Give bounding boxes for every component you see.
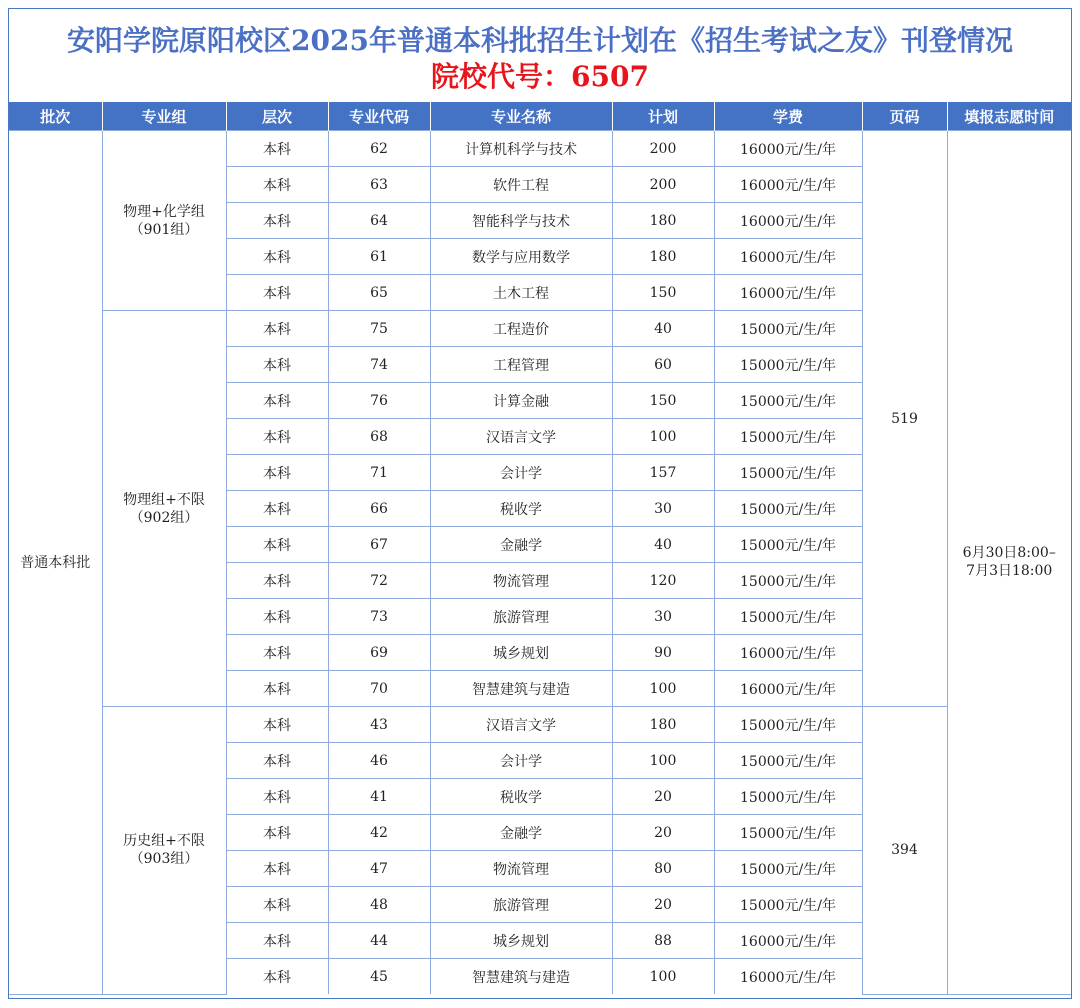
fee-cell: 16000元/生/年: [714, 167, 862, 203]
plan-cell: 30: [612, 599, 714, 635]
fee-cell: 15000元/生/年: [714, 419, 862, 455]
group-cell: [102, 311, 226, 707]
major-cell: 税收学: [430, 491, 612, 527]
level-cell: 本科: [226, 203, 328, 239]
group-name-line1: 历史组+不限: [123, 833, 205, 850]
page-number-cell: 394: [862, 707, 947, 995]
plan-cell: 100: [612, 671, 714, 707]
title-block: [9, 9, 1071, 101]
group-name-line1: 物理+化学组: [123, 203, 205, 220]
fee-cell: 15000元/生/年: [714, 383, 862, 419]
level-cell: 本科: [226, 599, 328, 635]
plan-cell: 30: [612, 491, 714, 527]
group-cell: [102, 707, 226, 995]
major-cell: 旅游管理: [430, 887, 612, 923]
col-header-plan: 计划: [612, 102, 714, 131]
level-cell: 本科: [226, 383, 328, 419]
col-header-major: 专业名称: [430, 102, 612, 131]
major-cell: 工程管理: [430, 347, 612, 383]
col-header-time: 填报志愿时间: [947, 102, 1071, 131]
code-cell: 70: [328, 671, 430, 707]
major-cell: 计算机科学与技术: [430, 131, 612, 167]
major-cell: 旅游管理: [430, 599, 612, 635]
batch-cell: 普通本科批: [9, 131, 102, 995]
col-header-code: 专业代码: [328, 102, 430, 131]
code-cell: 67: [328, 527, 430, 563]
level-cell: 本科: [226, 959, 328, 995]
level-cell: 本科: [226, 167, 328, 203]
plan-cell: 60: [612, 347, 714, 383]
level-cell: 本科: [226, 239, 328, 275]
code-cell: 68: [328, 419, 430, 455]
table-body: [9, 131, 1071, 995]
major-cell: 物流管理: [430, 563, 612, 599]
level-cell: 本科: [226, 275, 328, 311]
level-cell: 本科: [226, 311, 328, 347]
major-cell: 金融学: [430, 815, 612, 851]
plan-cell: 180: [612, 239, 714, 275]
plan-cell: 80: [612, 851, 714, 887]
level-cell: 本科: [226, 527, 328, 563]
application-time-cell: [947, 131, 1071, 995]
fee-cell: 15000元/生/年: [714, 563, 862, 599]
plan-cell: 180: [612, 707, 714, 743]
code-cell: 48: [328, 887, 430, 923]
code-cell: 62: [328, 131, 430, 167]
major-cell: 土木工程: [430, 275, 612, 311]
major-cell: 智能科学与技术: [430, 203, 612, 239]
major-cell: 数学与应用数学: [430, 239, 612, 275]
plan-cell: 40: [612, 527, 714, 563]
plan-cell: 20: [612, 779, 714, 815]
code-cell: 75: [328, 311, 430, 347]
level-cell: 本科: [226, 635, 328, 671]
fee-cell: 15000元/生/年: [714, 779, 862, 815]
col-header-page: 页码: [862, 102, 947, 131]
table-row: [9, 707, 1071, 743]
fee-cell: 15000元/生/年: [714, 347, 862, 383]
fee-cell: 15000元/生/年: [714, 455, 862, 491]
group-name-line1: 物理组+不限: [123, 491, 205, 508]
col-header-level: 层次: [226, 102, 328, 131]
level-cell: 本科: [226, 923, 328, 959]
code-cell: 71: [328, 455, 430, 491]
plan-cell: 157: [612, 455, 714, 491]
code-cell: 76: [328, 383, 430, 419]
code-cell: 46: [328, 743, 430, 779]
code-cell: 45: [328, 959, 430, 995]
level-cell: 本科: [226, 419, 328, 455]
major-cell: 汉语言文学: [430, 419, 612, 455]
code-cell: 72: [328, 563, 430, 599]
code-cell: 41: [328, 779, 430, 815]
plan-cell: 20: [612, 887, 714, 923]
group-name-line2: （902组）: [129, 509, 199, 526]
code-cell: 66: [328, 491, 430, 527]
code-cell: 42: [328, 815, 430, 851]
code-cell: 43: [328, 707, 430, 743]
fee-cell: 16000元/生/年: [714, 203, 862, 239]
level-cell: 本科: [226, 347, 328, 383]
plan-cell: 120: [612, 563, 714, 599]
code-cell: 69: [328, 635, 430, 671]
major-cell: 计算金融: [430, 383, 612, 419]
plan-cell: 200: [612, 131, 714, 167]
group-name-line2: （901组）: [129, 221, 199, 238]
col-header-group: 专业组: [102, 102, 226, 131]
major-cell: 城乡规划: [430, 923, 612, 959]
major-cell: 税收学: [430, 779, 612, 815]
fee-cell: 16000元/生/年: [714, 923, 862, 959]
major-cell: 智慧建筑与建造: [430, 671, 612, 707]
level-cell: 本科: [226, 455, 328, 491]
group-cell: [102, 131, 226, 311]
fee-cell: 16000元/生/年: [714, 635, 862, 671]
code-cell: 74: [328, 347, 430, 383]
major-cell: 城乡规划: [430, 635, 612, 671]
fee-cell: 15000元/生/年: [714, 707, 862, 743]
fee-cell: 15000元/生/年: [714, 815, 862, 851]
fee-cell: 15000元/生/年: [714, 527, 862, 563]
major-cell: 汉语言文学: [430, 707, 612, 743]
fee-cell: 15000元/生/年: [714, 311, 862, 347]
major-cell: 金融学: [430, 527, 612, 563]
plan-cell: 88: [612, 923, 714, 959]
code-cell: 44: [328, 923, 430, 959]
plan-cell: 100: [612, 959, 714, 995]
application-time-line1: 6月30日8:00–: [962, 545, 1056, 562]
group-name-line2: （903组）: [129, 851, 199, 868]
enrollment-plan-table: [9, 102, 1071, 995]
level-cell: 本科: [226, 851, 328, 887]
col-header-fee: 学费: [714, 102, 862, 131]
code-cell: 64: [328, 203, 430, 239]
major-cell: 软件工程: [430, 167, 612, 203]
level-cell: 本科: [226, 779, 328, 815]
plan-cell: 180: [612, 203, 714, 239]
level-cell: 本科: [226, 887, 328, 923]
level-cell: 本科: [226, 491, 328, 527]
level-cell: 本科: [226, 707, 328, 743]
fee-cell: 15000元/生/年: [714, 887, 862, 923]
plan-cell: 200: [612, 167, 714, 203]
school-code: 院校代号：6507: [431, 60, 649, 93]
fee-cell: 16000元/生/年: [714, 671, 862, 707]
level-cell: 本科: [226, 671, 328, 707]
major-cell: 工程造价: [430, 311, 612, 347]
major-cell: 智慧建筑与建造: [430, 959, 612, 995]
plan-cell: 40: [612, 311, 714, 347]
col-header-batch: 批次: [9, 102, 102, 131]
major-cell: 会计学: [430, 743, 612, 779]
plan-cell: 100: [612, 743, 714, 779]
plan-cell: 90: [612, 635, 714, 671]
fee-cell: 15000元/生/年: [714, 599, 862, 635]
page-title: 安阳学院原阳校区2025年普通本科批招生计划在《招生考试之友》刊登情况: [67, 24, 1013, 57]
application-time-line2: 7月3日18:00: [966, 563, 1053, 580]
level-cell: 本科: [226, 131, 328, 167]
fee-cell: 15000元/生/年: [714, 491, 862, 527]
major-cell: 物流管理: [430, 851, 612, 887]
table-header-row: [9, 102, 1071, 131]
fee-cell: 15000元/生/年: [714, 743, 862, 779]
document-sheet: [8, 8, 1072, 999]
code-cell: 65: [328, 275, 430, 311]
code-cell: 47: [328, 851, 430, 887]
level-cell: 本科: [226, 815, 328, 851]
fee-cell: 16000元/生/年: [714, 959, 862, 995]
code-cell: 61: [328, 239, 430, 275]
table-row: [9, 131, 1071, 167]
page-number-cell: 519: [862, 131, 947, 707]
fee-cell: 16000元/生/年: [714, 239, 862, 275]
fee-cell: 15000元/生/年: [714, 851, 862, 887]
plan-cell: 150: [612, 275, 714, 311]
fee-cell: 16000元/生/年: [714, 275, 862, 311]
fee-cell: 16000元/生/年: [714, 131, 862, 167]
level-cell: 本科: [226, 743, 328, 779]
plan-cell: 100: [612, 419, 714, 455]
code-cell: 63: [328, 167, 430, 203]
plan-cell: 150: [612, 383, 714, 419]
code-cell: 73: [328, 599, 430, 635]
plan-cell: 20: [612, 815, 714, 851]
level-cell: 本科: [226, 563, 328, 599]
major-cell: 会计学: [430, 455, 612, 491]
